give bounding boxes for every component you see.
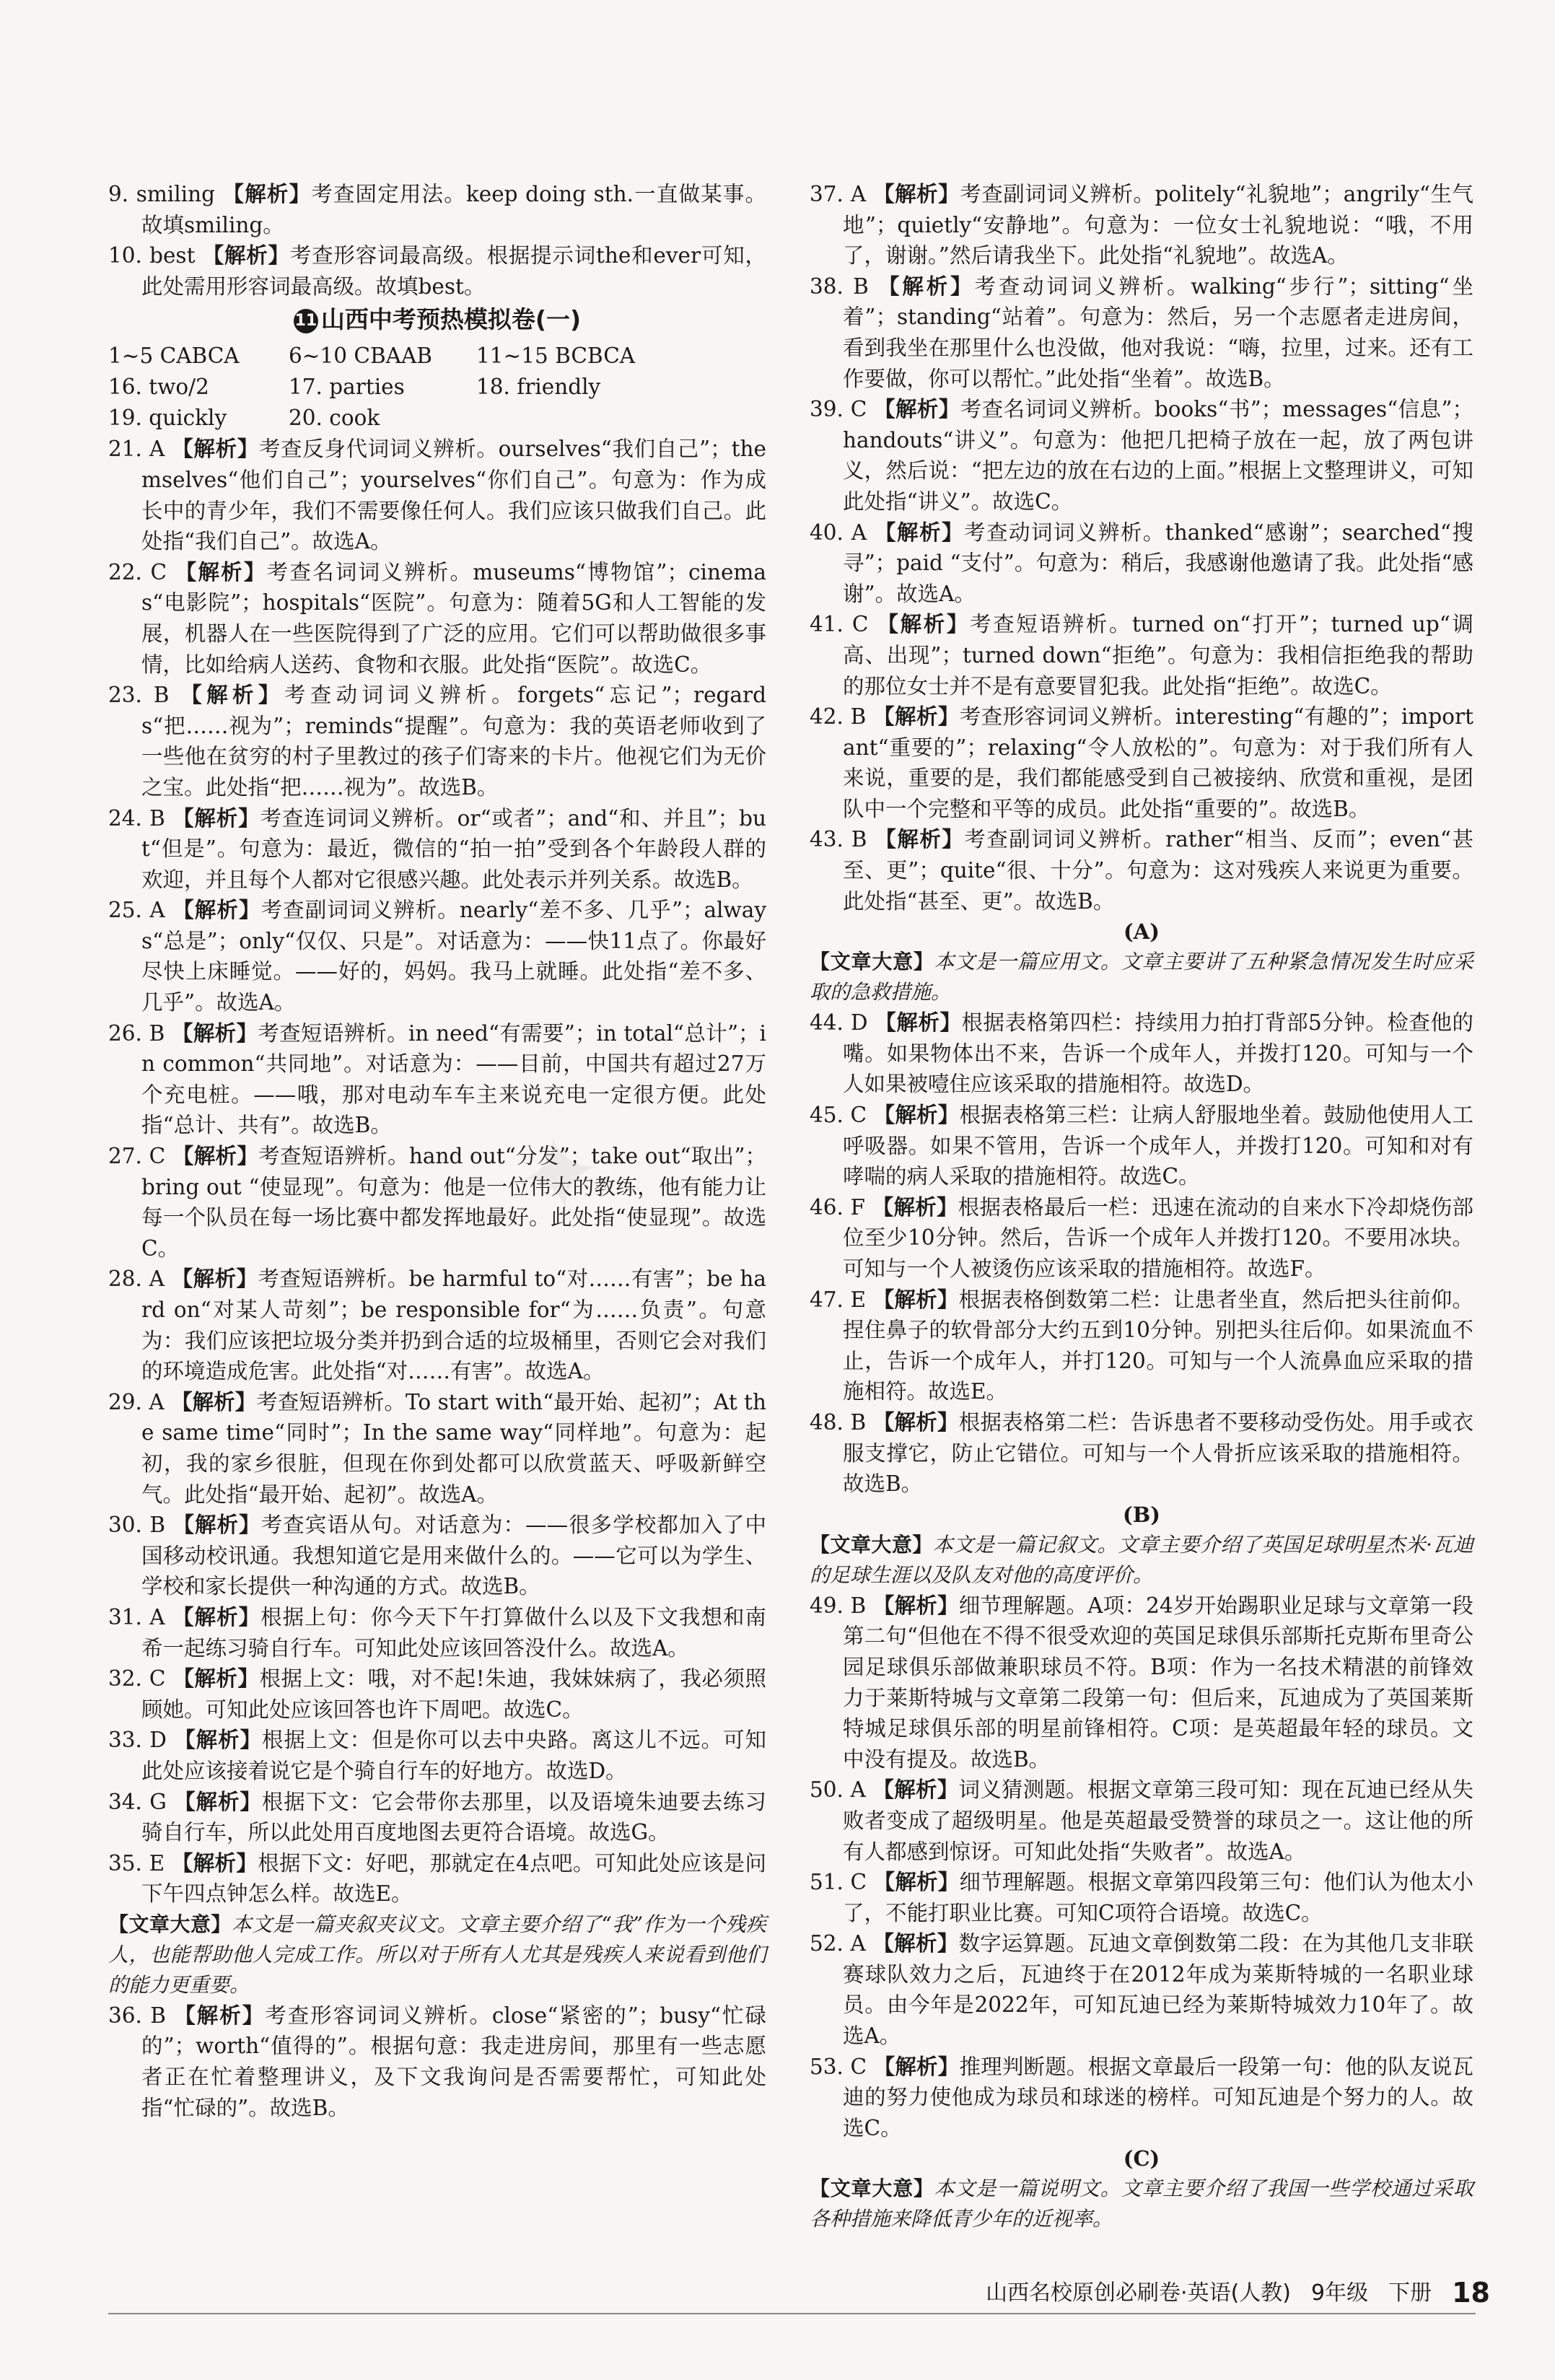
analysis-tag: 【解析】 <box>873 1870 960 1895</box>
analysis-text: 细节理解题。A项：24岁开始踢职业足球与文章第一段第二句“但他在不得不很受欢迎的英国足球俱乐部斯托克斯布里奇公园足球俱乐部做兼职球员不符。B项：作为一名技术精湛的前锋效力于莱斯特城与文章第二段第一句：但后来，瓦迪成为了英国莱斯特城足球俱乐部的明星前锋相符。C项：是英超最年轻的球员。文中没有提及。故选B。 <box>843 1593 1473 1772</box>
passage-c-title: (C) <box>1123 2146 1160 2171</box>
analysis-tag: 【解析】 <box>873 1103 960 1128</box>
analysis-tag: 【解析】 <box>202 243 290 268</box>
analysis-tag: 【解析】 <box>172 805 260 831</box>
analysis-tag: 【解析】 <box>222 182 312 206</box>
analysis-tag: 【解析】 <box>171 1389 257 1414</box>
answer-number: 26. B <box>108 1020 165 1046</box>
analysis-text: 考查宾语从句。对话意为：——很多学校都加入了中国移动校讯通。我想知道它是用来做什么的。——它可以为学生、学校和家长提供一种沟通的方式。故选B。 <box>141 1513 766 1599</box>
analysis-text: 根据表格第四栏：持续用力拍打背部5分钟。检查他的嘴。如果物体出不来，告诉一个成年人，并拨打120。可知与一个人如果被噎住应该采取的措施相符。故选D。 <box>843 1010 1473 1097</box>
analysis-text: 考查连词词义辨析。or“或者”；and“和、并且”；but“但是”。句意为：最近，微信的“拍一拍”受到各个年龄段人群的欢迎，并且每个人都对它很感兴趣。此处表示并列关系。故选B。 <box>141 805 766 892</box>
right-top-items <box>810 179 1473 916</box>
summary-label: 【文章大意】 <box>810 1532 933 1557</box>
summary-label: 【文章大意】 <box>810 950 934 974</box>
analysis-text: 细节理解题。根据文章第四段第三句：他们认为他太小了，不能打职业比赛。可知C项符合语境。故选C。 <box>843 1870 1473 1925</box>
answer-item <box>810 701 1473 824</box>
answer-number: 53. C <box>810 2054 867 2079</box>
analysis-tag: 【解析】 <box>172 1020 258 1046</box>
analysis-text: 考查形容词词义辨析。interesting“有趣的”；important“重要的”；relaxing“令人放松的”。句意为：对于我们所有人来说，重要的是，我们都能感受到自己被接纳、欣赏和重视，是团队中一个完整和平等的成员。此处指“重要的”。故选B。 <box>843 704 1473 821</box>
answer-number: 29. A <box>108 1389 165 1414</box>
answer-number: 49. B <box>810 1593 867 1618</box>
answer-item <box>810 517 1473 610</box>
answer-number: 28. A <box>108 1266 165 1292</box>
analysis-tag: 【解析】 <box>875 1010 962 1036</box>
summary-text: 本文是一篇应用文。文章主要讲了五种紧急情况发生时应采取的急救措施。 <box>810 950 1473 1005</box>
analysis-tag: 【解析】 <box>873 704 960 730</box>
answer-item <box>108 1787 766 1848</box>
answer-number: 10. best <box>108 243 196 268</box>
section-title: 山西中考预热模拟卷(一) <box>320 305 582 334</box>
article-summary <box>108 1909 766 2000</box>
section-heading <box>108 303 766 336</box>
answer-item <box>108 2000 766 2123</box>
answer-key: 20. cook <box>289 406 380 431</box>
analysis-text: 根据下文：它会带你去那里，以及语境朱迪要去练习骑自行车，所以此处用百度地图去更符合语境。故选G。 <box>141 1789 766 1845</box>
page-number: 18 <box>1452 2277 1490 2309</box>
answer-number: 45. C <box>810 1103 867 1128</box>
answer-number: 9. smiling <box>108 182 215 206</box>
answer-number: 52. A <box>810 1931 866 1956</box>
analysis-text: 根据下文：好吧，那就定在4点吧。可知此处应该是问下午四点钟怎么样。故选E。 <box>141 1850 766 1907</box>
answer-number: 40. A <box>810 520 867 545</box>
analysis-tag: 【解析】 <box>874 520 964 545</box>
analysis-text: 根据表格最后一栏：迅速在流动的自来水下冷却烧伤部位至少10分钟。然后，告诉一个成年人并拨打120。不要用冰块。可知与一个人被烫伤应该采取的措施相符。故选F。 <box>843 1194 1473 1281</box>
analysis-tag: 【解析】 <box>174 1789 262 1814</box>
answer-number: 34. G <box>108 1789 167 1814</box>
answer-item <box>108 1018 766 1141</box>
passage-b-title: (B) <box>1123 1502 1160 1527</box>
answer-key: 19. quickly <box>108 406 227 431</box>
answer-key: 11~15 BCBCA <box>476 344 636 369</box>
answer-number: 47. E <box>810 1287 867 1312</box>
answer-item <box>108 1848 766 1909</box>
answer-item <box>108 1387 766 1510</box>
answer-key: 16. two/2 <box>108 375 209 400</box>
answer-item <box>108 1602 766 1663</box>
analysis-tag: 【解析】 <box>872 1931 959 1956</box>
summary-text: 本文是一篇说明文。文章主要介绍了我国一些学校通过采取各种措施来降低青少年的近视率。 <box>810 2176 1473 2231</box>
analysis-text: 考查名词词义辨析。museums“博物馆”；cinemas“电影院”；hospitals“医院”。句意为：随着5G和人工智能的发展，机器人在一些医院得到了广泛的应用。它们可以帮助做很多事情，比如给病人送药、食物和衣服。此处指“医院”。故选C。 <box>141 559 766 677</box>
analysis-text: 根据表格倒数第二栏：让患者坐直，然后把头往前仰。捏住鼻子的软骨部分大约五到10分钟。别把头往后仰。如果流血不止，告诉一个成年人，并打120。可知与一个人流鼻血应采取的措施相符。故选E。 <box>843 1287 1473 1404</box>
analysis-tag: 【解析】 <box>174 2003 266 2028</box>
answer-item <box>108 1141 766 1264</box>
analysis-text: 词义猜测题。根据文章第三段可知：现在瓦迪已经从失败者变成了超级明星。他是英超最受赞誉的球员之一。这让他的所有人都感到惊讶。可知此处指“失败者”。故选A。 <box>843 1777 1473 1864</box>
analysis-text: 根据表格第三栏：让病人舒服地坐着。鼓励他使用人工呼吸器。如果不管用，告诉一个成年人，并拨打120。可知和对有哮喘的病人采取的措施相符。故选C。 <box>843 1103 1473 1189</box>
answer-number: 42. B <box>810 704 867 730</box>
answer-number: 39. C <box>810 397 867 422</box>
analysis-tag: 【解析】 <box>172 1513 261 1538</box>
answer-item <box>108 179 766 240</box>
analysis-text: 考查固定用法。keep doing sth.一直做某事。故填smiling。 <box>141 182 766 237</box>
summary-text: 本文是一篇记叙文。文章主要介绍了英国足球明星杰米·瓦迪的足球生涯以及队友对他的高度评价。 <box>810 1532 1473 1587</box>
answer-key-grid <box>108 341 766 434</box>
passage-b-items <box>810 1591 1473 2144</box>
analysis-text: 考查动词词义辨析。thanked“感谢”；searched“搜寻”；paid “支付”。句意为：稍后，我感谢他邀请了我。此处指“感谢”。故选A。 <box>843 520 1473 606</box>
analysis-text: 推理判断题。根据文章最后一段第一句：他的队友说瓦迪的努力使他成为球员和球迷的榜样。可知瓦迪是个努力的人。故选C。 <box>843 2054 1473 2140</box>
page-footer <box>855 2273 1490 2313</box>
analysis-text: 考查形容词词义辨析。close“紧密的”；busy“忙碌的”；worth“值得的”。根据句意：我走进房间，那里有一些志愿者正在忙着整理讲义，及下文我询问是否需要帮忙，可知此处指“忙碌的”。故选B。 <box>141 2003 766 2120</box>
analysis-tag: 【解析】 <box>875 827 965 852</box>
answer-number: 51. C <box>810 1870 867 1895</box>
answer-item <box>810 1928 1473 2051</box>
analysis-text: 考查短语辨析。be harmful to“对……有害”；be hard on“对某人苛刻”；be responsible for“为……负责”。句意为：我们应该把垃圾分类并扔到合适的垃圾桶里，否则它会对我们的环境造成危害。此处指“对……有害”。故选A。 <box>141 1266 766 1384</box>
analysis-tag: 【解析】 <box>877 612 971 637</box>
analysis-text: 考查反身代词词义辨析。ourselves“我们自己”；themselves“他们自己”；yourselves“你们自己”。句意为：作为成长中的青少年，我们不需要像任何人。我们应该只做我们自己。此处指“我们自己”。故选A。 <box>141 437 766 554</box>
answer-key: 18. friendly <box>476 375 601 400</box>
answer-item <box>810 1100 1473 1192</box>
passage-a-title: (A) <box>1123 919 1160 945</box>
answer-number: 21. A <box>108 437 165 462</box>
passage-b-summary <box>810 1530 1473 1591</box>
answer-item <box>108 240 766 302</box>
answer-number: 44. D <box>810 1010 868 1036</box>
analysis-tag: 【解析】 <box>180 683 284 708</box>
analysis-text: 考查副词词义辨析。nearly“差不多、几乎”；always“总是”；only“仅仅、只是”。对话意为：——快11点了。你最好尽快上床睡觉。——好的，妈妈。我马上就睡。此处指“差不多、几乎”。故选A。 <box>141 898 766 1015</box>
right-column <box>810 179 1473 2234</box>
answer-key: 6~10 CBAAB <box>289 344 432 369</box>
answer-number: 36. B <box>108 2003 166 2028</box>
analysis-text: 考查动词词义辨析。forgets“忘记”；regards“把……视为”；reminds“提醒”。句意为：我的英语老师收到了一些他在贫穷的村子里教过的孩子们寄来的卡片。他视它们为无价之宝。此处指“把……视为”。故选B。 <box>141 683 766 800</box>
answer-item <box>108 1264 766 1386</box>
answer-number: 50. A <box>810 1777 866 1803</box>
answer-item <box>108 557 766 680</box>
answer-item <box>810 179 1473 271</box>
analysis-text: 考查短语辨析。in need“有需要”；in total“总计”；in common“共同地”。对话意为：——目前，中国共有超过27万个充电桩。——哦，那对电动车车主来说充电一定很方便。此处指“总计、共有”。故选B。 <box>141 1020 766 1138</box>
answer-item <box>108 1725 766 1786</box>
grade-label: 9年级 <box>1311 2280 1369 2306</box>
passage-a-items <box>810 1007 1473 1500</box>
summary-label: 【文章大意】 <box>108 1912 232 1936</box>
answer-item <box>810 609 1473 701</box>
answer-number: 37. A <box>810 182 867 206</box>
analysis-text: 考查名词词义辨析。books“书”；messages“信息”；handouts“讲义”。句意为：他把几把椅子放在一起，放了两包讲义，然后说：“把左边的放在右边的上面。”根据上文整理讲义，可知此处指“讲义”。故选C。 <box>843 397 1473 514</box>
analysis-tag: 【解析】 <box>874 397 960 422</box>
answer-number: 46. F <box>810 1194 866 1220</box>
answer-number: 35. E <box>108 1850 165 1876</box>
left-bottom-items <box>108 2000 766 2123</box>
answer-item <box>810 1007 1473 1100</box>
answer-number: 41. C <box>810 612 869 637</box>
answer-number: 27. C <box>108 1144 166 1169</box>
analysis-tag: 【解析】 <box>873 182 960 206</box>
passage-c-summary <box>810 2174 1473 2234</box>
summary-label: 【文章大意】 <box>810 2176 934 2201</box>
analysis-tag: 【解析】 <box>172 437 259 462</box>
answer-item <box>810 1192 1473 1285</box>
analysis-tag: 【解析】 <box>175 559 267 585</box>
answer-number: 38. B <box>810 274 869 299</box>
analysis-text: 根据上文：但是你可以去中央路。离这儿不远。可知此处应该接着说它是个骑自行车的好地方。故选D。 <box>141 1728 766 1783</box>
answer-item <box>810 1775 1473 1867</box>
answer-number: 32. C <box>108 1666 166 1692</box>
analysis-text: 考查短语辨析。turned on“打开”；turned up“调高、出现”；turned down“拒绝”。句意为：我相信拒绝我的帮助的那位女士并不是有意要冒犯我。此处指“拒绝”。故选C。 <box>843 612 1473 699</box>
answer-item <box>108 895 766 1018</box>
answer-item <box>810 394 1473 517</box>
analysis-text: 考查形容词最高级。根据提示词the和ever可知，此处需用形容词最高级。故填best。 <box>141 243 766 299</box>
analysis-tag: 【解析】 <box>872 1409 959 1435</box>
analysis-tag: 【解析】 <box>872 1593 959 1618</box>
answer-number: 33. D <box>108 1728 167 1753</box>
analysis-text: 数字运算题。瓦迪文章倒数第二段：在为其他几支非联赛球队效力之后，瓦迪终于在2012年成为莱斯特城的一名职业球员。由今年是2022年，可知瓦迪已经为莱斯特城效力10年了。故选A。 <box>843 1931 1473 2049</box>
analysis-tag: 【解析】 <box>872 1194 958 1220</box>
analysis-tag: 【解析】 <box>872 1777 959 1803</box>
analysis-text: 考查副词词义辨析。politely“礼貌地”；angrily“生气地”；quietly“安静地”。句意为：一位女士礼貌地说：“哦，不用了，谢谢。”然后请我坐下。此处指“礼貌地”。故选A。 <box>843 182 1473 268</box>
answer-number: 30. B <box>108 1513 166 1538</box>
answer-item <box>810 824 1473 916</box>
analysis-text: 根据上文：哦，对不起!朱迪，我妹妹病了，我必须照顾她。可知此处应该回答也许下周吧。故选C。 <box>141 1666 766 1722</box>
answer-number: 22. C <box>108 559 167 585</box>
analysis-tag: 【解析】 <box>878 274 975 299</box>
analysis-tag: 【解析】 <box>171 1850 258 1876</box>
answer-item <box>108 680 766 802</box>
left-top-items <box>108 179 766 302</box>
answer-item <box>810 271 1473 394</box>
section-badge: 11 <box>294 309 318 333</box>
analysis-tag: 【解析】 <box>172 1666 260 1692</box>
answer-number: 43. B <box>810 827 867 852</box>
answer-item <box>810 1285 1473 1407</box>
answer-number: 48. B <box>810 1409 867 1435</box>
analysis-text: 考查动词词义辨析。walking“步行”；sitting“坐着”；standing“站着”。句意为：然后，另一个志愿者走进房间，看到我坐在那里什么也没做，他对我说：“嗨，拉里，过来。还有工作要做，你可以帮忙。”此处指“坐着”。故选B。 <box>843 274 1473 391</box>
analysis-tag: 【解析】 <box>172 1144 259 1169</box>
answer-item <box>810 1407 1473 1500</box>
analysis-text: 根据上句：你今天下午打算做什么以及下文我想和南希一起练习骑自行车。可知此处应该回答没什么。故选A。 <box>141 1604 766 1661</box>
answer-item <box>810 1591 1473 1775</box>
answer-number: 25. A <box>108 898 165 923</box>
answer-item <box>108 1663 766 1725</box>
book-title: 山西名校原创必刷卷·英语(人教) <box>986 2280 1292 2306</box>
answer-item <box>810 1867 1473 1928</box>
answer-number: 31. A <box>108 1604 165 1629</box>
analysis-tag: 【解析】 <box>174 1728 262 1753</box>
watermark: ✦ <box>504 1106 616 1246</box>
analysis-text: 考查副词词义辨析。rather“相当、反而”；even“甚至、更”；quite“很、十分”。句意为：这对残疾人来说更为重要。此处指“甚至、更”。故选B。 <box>843 827 1473 914</box>
answer-number: 23. B <box>108 683 170 708</box>
left-items <box>108 434 766 1909</box>
analysis-tag: 【解析】 <box>873 2054 960 2079</box>
answer-key: 1~5 CABCA <box>108 344 240 369</box>
answer-item <box>810 2052 1473 2144</box>
answer-item <box>108 434 766 556</box>
analysis-tag: 【解析】 <box>171 1266 258 1292</box>
analysis-tag: 【解析】 <box>872 1287 959 1312</box>
answer-item <box>108 1510 766 1602</box>
analysis-tag: 【解析】 <box>172 1604 261 1629</box>
footer-divider <box>108 2313 1476 2314</box>
analysis-text: 考查短语辨析。To start with“最开始、起初”；At the same time“同时”；In the same way“同样地”。句意为：起初，我的家乡很脏，但现在你到处都可以欣赏蓝天、呼吸新鲜空气。此处指“最开始、起初”。故选A。 <box>141 1389 766 1507</box>
answer-key: 17. parties <box>289 375 405 400</box>
analysis-text: 根据表格第二栏：告诉患者不要移动受伤处。用手或衣服支撑它，防止它错位。可知与一个人骨折应该采取的措施相符。故选B。 <box>843 1409 1473 1497</box>
left-column <box>108 179 766 2123</box>
answer-item <box>108 803 766 896</box>
analysis-tag: 【解析】 <box>172 898 261 923</box>
summary-text: 本文是一篇夹叙夹议文。文章主要介绍了“我”作为一个残疾人，也能帮助他人完成工作。所以对于所有人尤其是残疾人来说看到他们的能力更重要。 <box>108 1912 766 1997</box>
answer-number: 24. B <box>108 805 165 831</box>
analysis-text: 考查短语辨析。hand out“分发”；take out“取出”；bring out “使显现”。句意为：他是一位伟大的教练，他有能力让每一个队员在每一场比赛中都发挥地最好。此处指“使显现”。故选C。 <box>141 1144 766 1261</box>
term-label: 下册 <box>1388 2280 1432 2306</box>
passage-a-summary <box>810 947 1473 1007</box>
